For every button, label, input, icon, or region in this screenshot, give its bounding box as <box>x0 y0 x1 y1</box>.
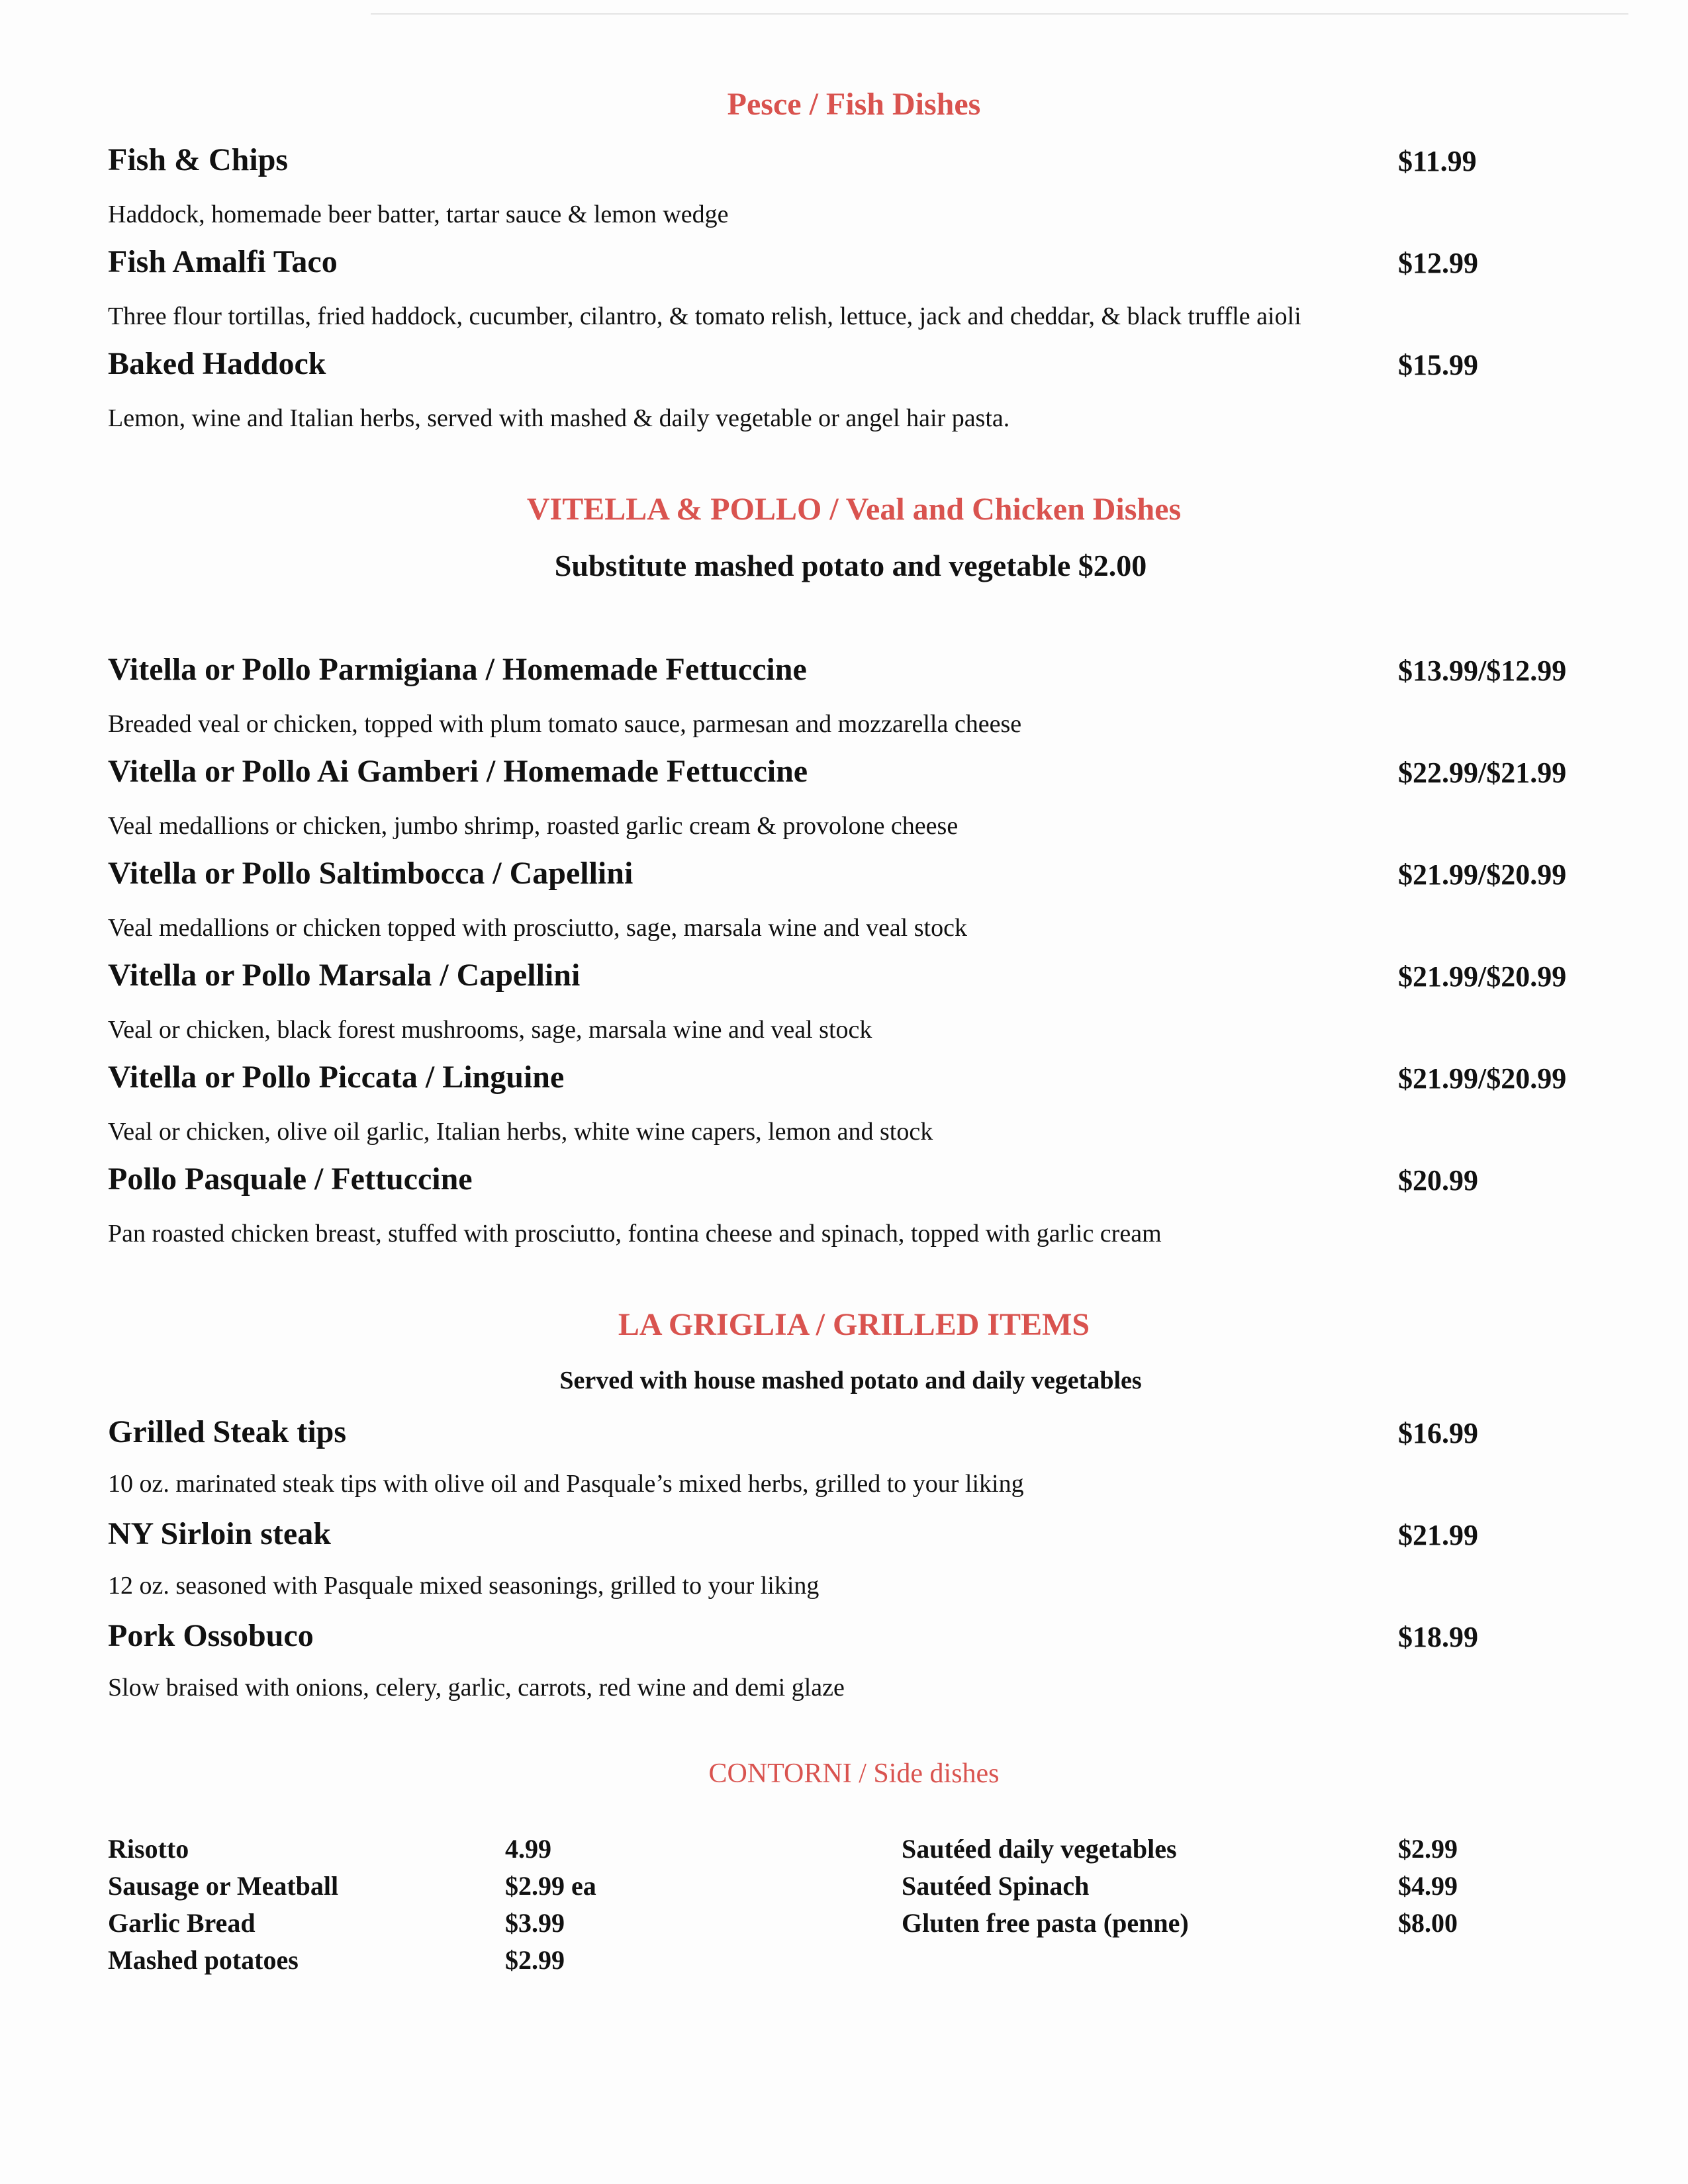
menu-item-price: $21.99 <box>1398 1519 1478 1551</box>
menu-item-description: Three flour tortillas, fried haddock, cucumber, cilantro, & tomato relish, lettuce, jack and cheddar, & black truffle aioli <box>108 302 1301 330</box>
section-subtitle-veal-chicken: Substitute mashed potato and vegetable $2.00 <box>554 549 1147 582</box>
side-item-name: Risotto <box>108 1834 189 1864</box>
side-item-name: Sautéed daily vegetables <box>902 1834 1177 1864</box>
side-item-price: $2.99 <box>505 1945 565 1975</box>
section-subtitle-grilled: Served with house mashed potato and daily vegetables <box>559 1367 1142 1394</box>
side-item-name: Sausage or Meatball <box>108 1871 339 1901</box>
menu-item-price: $21.99/$20.99 <box>1398 1062 1567 1095</box>
menu-item-name: Vitella or Pollo Ai Gamberi / Homemade Fettuccine <box>108 754 808 789</box>
menu-item-price: $21.99/$20.99 <box>1398 960 1567 993</box>
side-item-price: $2.99 ea <box>505 1871 596 1901</box>
menu-item-name: Fish & Chips <box>108 142 289 177</box>
menu-item-name: NY Sirloin steak <box>108 1516 331 1551</box>
side-item-name: Garlic Bread <box>108 1908 256 1938</box>
side-item-price: $8.00 <box>1398 1908 1458 1938</box>
side-item-price: $4.99 <box>1398 1871 1458 1901</box>
menu-item-description: Lemon, wine and Italian herbs, served with mashed & daily vegetable or angel hair pasta. <box>108 404 1010 432</box>
menu-item-name: Pollo Pasquale / Fettuccine <box>108 1161 473 1197</box>
menu-item-name: Fish Amalfi Taco <box>108 244 338 279</box>
menu-item-name: Vitella or Pollo Piccata / Linguine <box>108 1060 565 1095</box>
menu-item-description: Veal or chicken, black forest mushrooms, sage, marsala wine and veal stock <box>108 1016 872 1044</box>
side-item-price: $3.99 <box>505 1908 565 1938</box>
menu-item-name: Baked Haddock <box>108 346 326 381</box>
menu-item-name: Pork Ossobuco <box>108 1618 314 1653</box>
menu-item-price: $12.99 <box>1398 247 1478 279</box>
menu-item-price: $22.99/$21.99 <box>1398 756 1567 789</box>
section-title-veal-chicken: VITELLA & POLLO / Veal and Chicken Dishes <box>526 492 1182 527</box>
menu-item-description: Veal medallions or chicken, jumbo shrimp, roasted garlic cream & provolone cheese <box>108 812 959 840</box>
scan-top-line <box>371 13 1628 15</box>
section-title-grilled: LA GRIGLIA / GRILLED ITEMS <box>618 1307 1090 1342</box>
menu-item-price: $20.99 <box>1398 1164 1478 1197</box>
menu-item-name: Vitella or Pollo Marsala / Capellini <box>108 958 581 993</box>
menu-item-price: $11.99 <box>1398 145 1477 177</box>
menu-item-description: Breaded veal or chicken, topped with plum tomato sauce, parmesan and mozzarella cheese <box>108 710 1022 738</box>
menu-item-price: $13.99/$12.99 <box>1398 655 1567 687</box>
menu-item-price: $16.99 <box>1398 1417 1478 1449</box>
menu-item-name: Vitella or Pollo Parmigiana / Homemade Fettuccine <box>108 652 807 687</box>
section-title-fish: Pesce / Fish Dishes <box>727 87 981 122</box>
menu-item-description: 12 oz. seasoned with Pasquale mixed seasonings, grilled to your liking <box>108 1572 820 1600</box>
menu-item-description: Veal medallions or chicken topped with prosciutto, sage, marsala wine and veal stock <box>108 914 967 942</box>
side-item-price: $2.99 <box>1398 1834 1458 1864</box>
menu-item-description: Pan roasted chicken breast, stuffed with prosciutto, fontina cheese and spinach, topped with garlic cream <box>108 1220 1162 1248</box>
menu-item-description: 10 oz. marinated steak tips with olive oil and Pasquale’s mixed herbs, grilled to your liking <box>108 1470 1024 1498</box>
side-item-name: Sautéed Spinach <box>902 1871 1090 1901</box>
menu-item-description: Slow braised with onions, celery, garlic, carrots, red wine and demi glaze <box>108 1674 845 1702</box>
menu-item-name: Vitella or Pollo Saltimbocca / Capellini <box>108 856 633 891</box>
menu-item-price: $21.99/$20.99 <box>1398 858 1567 891</box>
menu-item-name: Grilled Steak tips <box>108 1414 347 1449</box>
side-item-name: Mashed potatoes <box>108 1945 299 1975</box>
menu-item-description: Haddock, homemade beer batter, tartar sauce & lemon wedge <box>108 201 729 228</box>
menu-item-description: Veal or chicken, olive oil garlic, Italian herbs, white wine capers, lemon and stock <box>108 1118 933 1146</box>
menu-item-price: $15.99 <box>1398 349 1478 381</box>
side-item-name: Gluten free pasta (penne) <box>902 1908 1189 1938</box>
side-item-price: 4.99 <box>505 1834 551 1864</box>
section-title-sides: CONTORNI / Side dishes <box>708 1758 1000 1789</box>
menu-item-price: $18.99 <box>1398 1621 1478 1653</box>
